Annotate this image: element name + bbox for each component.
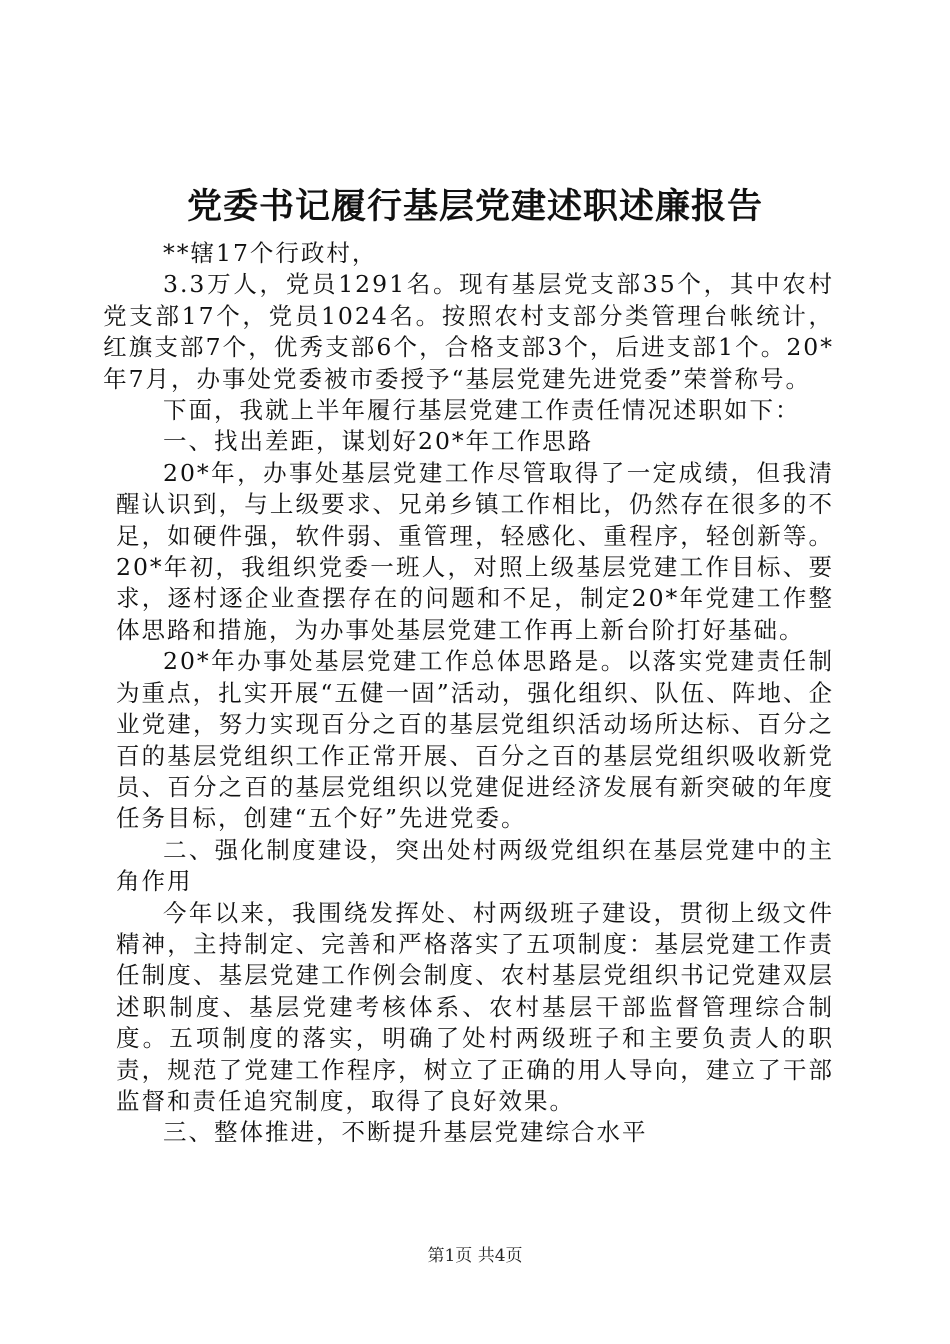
section-heading: 一、找出差距，谋划好20*年工作思路 xyxy=(163,427,594,456)
section-heading: 二、强化制度建设，突出处村两级党组织在基层党建中的主角作用 xyxy=(116,835,834,896)
document-title: 党委书记履行基层党建述职述廉报告 xyxy=(186,186,763,227)
page-footer: 第1页 共4页 xyxy=(427,1246,523,1266)
section-heading: 三、整体推进，不断提升基层党建综合水平 xyxy=(163,1118,648,1147)
paragraph: 20*年，办事处基层党建工作尽管取得了一定成绩，但我清醒认识到，与上级要求、兄弟乡镇工作相比，仍然存在很多的不足，如硬件强，软件弱、重管理，轻感化、重程序，轻创新等。20*年初，我组织党委一班人，对照上级基层党建工作目标、要求，逐村逐企业查摆存在的问题和不足，制定20*年党建工作整体思路和措施，为办事处基层党建工作再上新台阶打好基础。 xyxy=(116,458,834,644)
paragraph: 3.3万人，党员1291名。现有基层党支部35个，其中农村党支部17个，党员1024名。按照农村支部分类管理台帐统计，红旗支部7个，优秀支部6个，合格支部3个，后进支部1个。20*年7月，办事处党委被市委授予“基层党建先进党委”荣誉称号。 xyxy=(103,270,834,393)
paragraph: 20*年办事处基层党建工作总体思路是。以落实党建责任制为重点，扎实开展“五健一固”活动，强化组织、队伍、阵地、企业党建，努力实现百分之百的基层党组织活动场所达标、百分之百的基层党组织工作正常开展、百分之百的基层党组织吸收新党员、百分之百的基层党组织以党建促进经济发展有新突破的年度任务目标，创建“五个好”先进党委。 xyxy=(116,647,834,833)
paragraph: 今年以来，我围绕发挥处、村两级班子建设，贯彻上级文件精神，主持制定、完善和严格落实了五项制度：基层党建工作责任制度、基层党建工作例会制度、农村基层党组织书记党建双层述职制度、基层党建考核体系、农村基层干部监督管理综合制度。五项制度的落实，明确了处村两级班子和主要负责人的职责，规范了党建工作程序，树立了正确的用人导向，建立了干部监督和责任追究制度，取得了良好效果。 xyxy=(116,898,834,1115)
document-body xyxy=(103,238,834,1149)
paragraph: **辖17个行政村， xyxy=(163,239,378,267)
paragraph: 下面，我就上半年履行基层党建工作责任情况述职如下： xyxy=(163,396,801,425)
